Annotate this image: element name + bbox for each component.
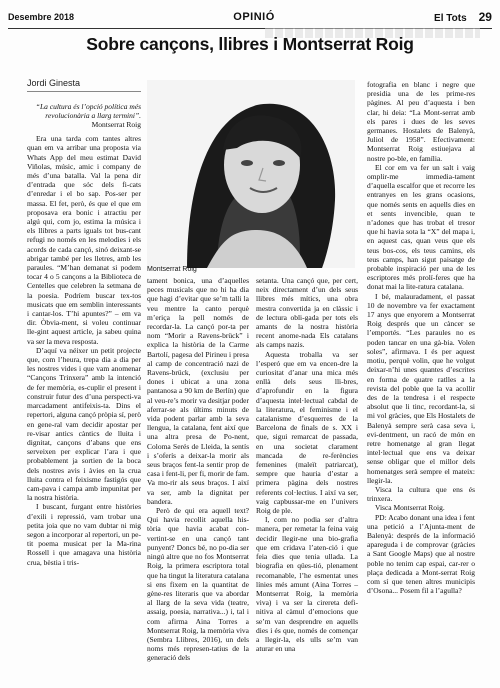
header-right xyxy=(434,10,492,24)
portrait-illustration xyxy=(147,80,355,268)
paragraph: Visca la cultura que ens és trinxera. xyxy=(367,484,475,504)
epigraph-quote: “La cultura és l’opció política més revolucionària a llarg termini”. xyxy=(35,102,141,120)
epigraph-author: Montserrat Roig xyxy=(91,120,141,129)
column-4 xyxy=(367,80,475,595)
issue-date: Desembre 2018 xyxy=(8,12,75,22)
paragraph: I bé, malauradament, el passat 10 de novembre va fer exactament 17 anys que enyorem a Montserrat Roig després que un càncer se l’emportés. “Les paraules no es poden tancar en una gà-bia. Volen soles”, afirmava. I és per aquest motiu, perquè volin, que he volgut deixar-n’hi unes quantes d’escrites en forma de quatre ratlles a la revista del poble que la va acollir des de la tendresa i el respecte absolut que li tinc, recordant-la, si mi vol gràcies, que Els Hostalets de Balenyà sempre serà casa seva i, evi-dentment, un racó de món en retre homenatge al gran llegat intel·lectual que ens va deixar sense obligar que el millor dels homenatges serà sempre el mateix: llegir-la. xyxy=(367,291,475,485)
author-portrait-photo xyxy=(147,80,355,268)
page-header xyxy=(8,6,492,29)
column-2 xyxy=(147,276,249,663)
paragraph: Aquesta troballa va ser l’esperó que em va encen-dre la curiositat d’anar una mica més enllà dels seus lli-bres, d’aprofundir en la figura d’aquesta intel·lectual cabdal de la literatura, el feminisme i el catalanisme d’esquerres de la Barcelona de finals de s. XX i que, sigui remarcat de passada, en una societat clarament mancada de re-ferències femenines (maleït patriarcat), sempre que hauria d’estar a primera pàgina dels nostres referents col·lectius. I així va ser, vaig capbussar-me en l’univers Roig de ple. xyxy=(256,349,358,516)
article-byline: Jordi Ginesta xyxy=(27,78,81,88)
paragraph: fotografia en blanc i negre que presidia una de les prime-res pàgines. Al peu d’aquesta i ben clar, hi deia: “La Mont-serrat amb els pares i dues de les seves germanes. Hostalets de Balenyà, Juliol de 1958”. Efectivament: Montserrat Roig estiuejava al nostre po-ble, en família. xyxy=(367,80,475,163)
paragraph: El cor em va fer un salt i vaig omplir-me immedia-tament d’aquella escalfor que et recorre les entranyes en les grans ocasions, que només sents en aquells dies en et sents invencible, quan te n’adones que has trobat el tresor que hi havia sota la “X” del mapa i, en aquest cas, quan veus que els teus bos-cos, els teus camins, els teus camps, han sigut paisatge de probable inspiració per una de les escriptores més prolí-feres que ha donat mai la lite-ratura catalana. xyxy=(367,162,475,292)
paragraph: tament bonica, una d’aquelles peces musicals que no hi ha dia que hagi d’evitar que se’m talli la veu mentre la canto perquè m’eriça la pell només de recordar-la. La cançó por-ta per nom “Morir a Ravens-brück” i explica la història de la Carme Bartolí, pagesa del Pirineu i presa al camp de concentració nazi de Ravens-brück, (exclusiu per dones i ubicat a una zona pantanosa a 90 km de Berlín) que al veu-re’s morir va desitjar poder aferrar-se als últims minuts de vida podent parlar amb la seva llengua, la catalana, fent així que una altra presa de Po-nent, Coloma Serés de Lleida, la sentís i s’oferís a deixar-la morir als seus braços fent-la sentir prop de casa i fent-li, per fi, morir de fam. Va mo-rir als seus braços. I així va ser, amb la dignitat per bandera. xyxy=(147,276,249,506)
paragraph: Visca Montserrat Roig. xyxy=(375,503,445,513)
paragraph: Era una tarda com tantes altres quan em va arribar una proposta via Whats App del meu estimat David Viñolas, músic, amic i company de més d’una batalla. Val la pena dir d’entrada que sóc dels fi-cats d’enredar i el bo sap. Pos-ser per massa. El fet, però, és que el que em proposava era bonic i atractiu per algú qui, com jo, estima la música i els llibres a parts iguals tot bus-cant refugi no només en les melodies i els acords de cada cançó, sinó deixant-se abrigar també per les lletres, amb les paraules. “M’han demanat si podem tocar 4 o 5 cançons a la Biblioteca de Centelles que celebren la setmana de la poesia. Podríem buscar tex-tos musicats que em semblin interessants i cantar-los. T’hi apuntes?” – em va dir. Òbvia-ment, si voleu continuar lle-gint aquest article, ja sabeu quina va ser la meva resposta. xyxy=(27,134,141,346)
publication-name: El Tots xyxy=(434,13,467,24)
photo-caption: Montserrat Roig xyxy=(147,266,197,273)
column-3 xyxy=(256,276,358,653)
paragraph: setanta. Una cançó que, per cert, neix directament d’un dels seus llibres més mítics, una obra mestra convertida ja en clàssic i de lectura obli-gada per tots els amants de la nostra història recent anome-nada Els catalans als camps nazis. xyxy=(256,276,358,350)
column-1 xyxy=(27,98,141,567)
paragraph: PD: Acabo donant una idea i fent una petició a l’Ajunta-ment de Balenyà: després de la informació apareguda i de comprovar (gràcies a Sant Google Maps) que al nostre poble no tenim cap espai, car-rer o plaça dedicada a Mont-serrat Roig com sí que tenen altres municipis d’Osona... Posem fil a l’agulla? xyxy=(367,512,475,596)
paragraph: Però de qui era aquell text? Qui havia recollit aquella his-tòria que havia acabat con-vertint-se en una cançó tant punyent? Doncs bé, no po-dia ser ningú altre que no fos Montserrat Roig, la primera escriptora total que ha tingut la literatura catalana si ens fixem en la quantitat de gène-res literaris que va abordar al llarg de la seva vida (teatre, assaig, poesia, narrativa...) i, tal i com afirma Aina Torres a Montserrat Roig, la memòria viva (Sembra Llibres, 2016), un dels noms més represen-tatius de la generació dels xyxy=(147,506,249,663)
paragraph: D’aquí va néixer un petit projecte que, com l’heura, trepa dia a dia per les nostres vides i que vam anomenar “Cançons Trinxera” amb la intenció de fer memòria, es-cuplir el present i construir futur des d’una perspecti-va marcadament antifeixis-ta. Dins el repertori, alguna cançó pròpia sí, però en gene-ral vam decidir apostar per re-visar antics càntics de lluita i dignitat, cançons d’abans que ens serveixen per explicar l’ara i que probablement ja sortien de la boca dels nostres avis i àvies en la crua lluita contra el feixisme fastigós que cam-pava i campa amb impunitat per la nostra història. xyxy=(27,345,141,503)
byline-divider xyxy=(27,91,141,92)
paragraph: I, com no podia ser d’altra manera, per remetar la feina vaig decidir llegir-ne una bio-grafia que em cridava l’aten-ció i que feia dies que tenia ullada. La biografia en qües-tió, plenament recomanable, l’he esmentat unes línies més amunt (Aina Torres – Montserrat Roig, la memòria viva) i va ser la cirereta defi-nitiva al càmul d’emocions que se’m van desprendre en aquells dies i és que, només de començar a llegir-la, els ulls se’m van aturar en una xyxy=(256,515,358,654)
paragraph: I buscant, furgant entre històries d’exili i repressió, vam trobar una petita joia que no vam dubtar ni mig segon a incorporar al repertori, un pe-tit poema musicat per la Ma-rina Rossell i que amagava una història crua, bèstia i tris- xyxy=(27,502,141,567)
section-name: OPINIÓ xyxy=(233,11,275,23)
page-number: 29 xyxy=(478,10,492,24)
article-title: Sobre cançons, llibres i Montserrat Roig xyxy=(86,34,414,54)
